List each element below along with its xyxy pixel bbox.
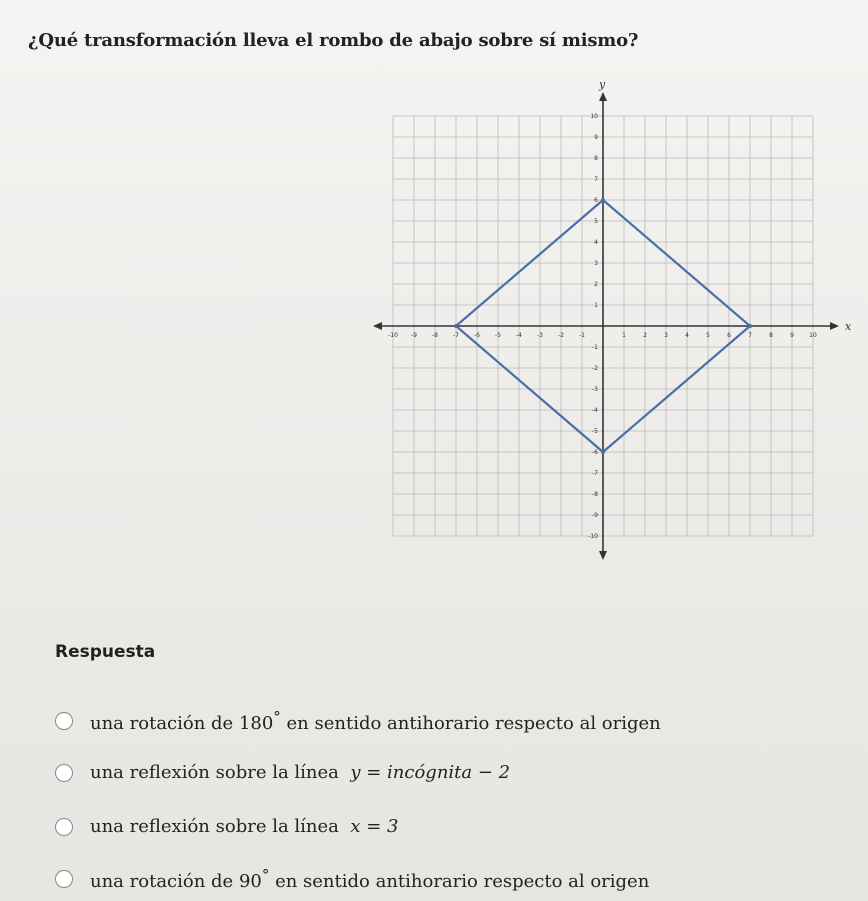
option-reflection-x[interactable] bbox=[55, 816, 398, 837]
y-tick-label: -10 bbox=[588, 533, 598, 540]
x-tick-label: -5 bbox=[495, 332, 501, 339]
answer-title: Respuesta bbox=[55, 642, 156, 662]
x-tick-label: -6 bbox=[474, 332, 480, 339]
y-tick-label: -2 bbox=[592, 365, 598, 372]
y-tick-label: -1 bbox=[592, 344, 598, 351]
y-tick-label: 3 bbox=[594, 260, 598, 267]
x-axis-arrow-left bbox=[373, 322, 382, 330]
radio-button[interactable] bbox=[55, 712, 73, 730]
rhombus-vertex bbox=[454, 324, 458, 328]
option-rotation-180[interactable] bbox=[55, 708, 661, 734]
x-tick-label: 9 bbox=[790, 332, 794, 339]
y-axis-arrow-up bbox=[599, 92, 607, 101]
x-tick-label: -9 bbox=[411, 332, 417, 339]
option-rotation-90[interactable] bbox=[55, 866, 649, 892]
x-tick-label: -4 bbox=[516, 332, 522, 339]
rhombus-vertex bbox=[601, 450, 605, 454]
y-tick-label: -5 bbox=[592, 428, 598, 435]
x-tick-label: 7 bbox=[748, 332, 752, 339]
x-tick-label: 8 bbox=[769, 332, 773, 339]
x-tick-label: 3 bbox=[664, 332, 668, 339]
x-tick-label: 6 bbox=[727, 332, 731, 339]
y-axis-arrow-down bbox=[599, 551, 607, 560]
y-tick-label: -3 bbox=[592, 386, 598, 393]
y-tick-label: 1 bbox=[594, 302, 598, 309]
x-tick-label: -10 bbox=[388, 332, 398, 339]
coordinate-graph bbox=[360, 78, 852, 560]
x-tick-label: -8 bbox=[432, 332, 438, 339]
y-tick-label: 5 bbox=[594, 218, 598, 225]
radio-button[interactable] bbox=[55, 870, 73, 888]
rhombus-vertex bbox=[748, 324, 752, 328]
question-text: ¿Qué transformación lleva el rombo de abajo sobre sí mismo? bbox=[28, 30, 639, 51]
x-tick-label: -3 bbox=[537, 332, 543, 339]
x-tick-label: 10 bbox=[809, 332, 817, 339]
x-tick-label: -2 bbox=[558, 332, 564, 339]
x-tick-label: 1 bbox=[622, 332, 626, 339]
option-label: una reflexión sobre la línea y = incógnita − 2 bbox=[90, 762, 511, 783]
y-tick-label: 10 bbox=[590, 113, 598, 120]
y-tick-label: -6 bbox=[592, 449, 598, 456]
y-axis-label: y bbox=[599, 78, 606, 91]
y-tick-label: 2 bbox=[594, 281, 598, 288]
y-tick-label: 4 bbox=[594, 239, 598, 246]
y-tick-label: -9 bbox=[592, 512, 598, 519]
x-tick-label: 5 bbox=[706, 332, 710, 339]
x-tick-label: -1 bbox=[579, 332, 585, 339]
y-tick-label: -7 bbox=[592, 470, 598, 477]
y-tick-label: 8 bbox=[594, 155, 598, 162]
y-tick-label: -4 bbox=[592, 407, 598, 414]
radio-button[interactable] bbox=[55, 818, 73, 836]
x-axis-arrow-right bbox=[830, 322, 839, 330]
option-label: una rotación de 90° en sentido antihorario respecto al origen bbox=[90, 866, 650, 892]
radio-button[interactable] bbox=[55, 764, 73, 782]
x-axis-label: x bbox=[845, 320, 852, 333]
y-tick-label: 6 bbox=[594, 197, 598, 204]
option-label: una rotación de 180° en sentido antihorario respecto al origen bbox=[90, 708, 661, 734]
option-label: una reflexión sobre la línea x = 3 bbox=[90, 816, 399, 837]
y-tick-label: 9 bbox=[594, 134, 598, 141]
graph-svg bbox=[360, 78, 852, 560]
rhombus-vertex bbox=[601, 198, 605, 202]
x-tick-label: 2 bbox=[643, 332, 647, 339]
y-tick-label: 7 bbox=[594, 176, 598, 183]
option-reflection-y[interactable] bbox=[55, 762, 510, 783]
y-tick-label: -8 bbox=[592, 491, 598, 498]
x-tick-label: 4 bbox=[685, 332, 689, 339]
x-tick-label: -7 bbox=[453, 332, 459, 339]
